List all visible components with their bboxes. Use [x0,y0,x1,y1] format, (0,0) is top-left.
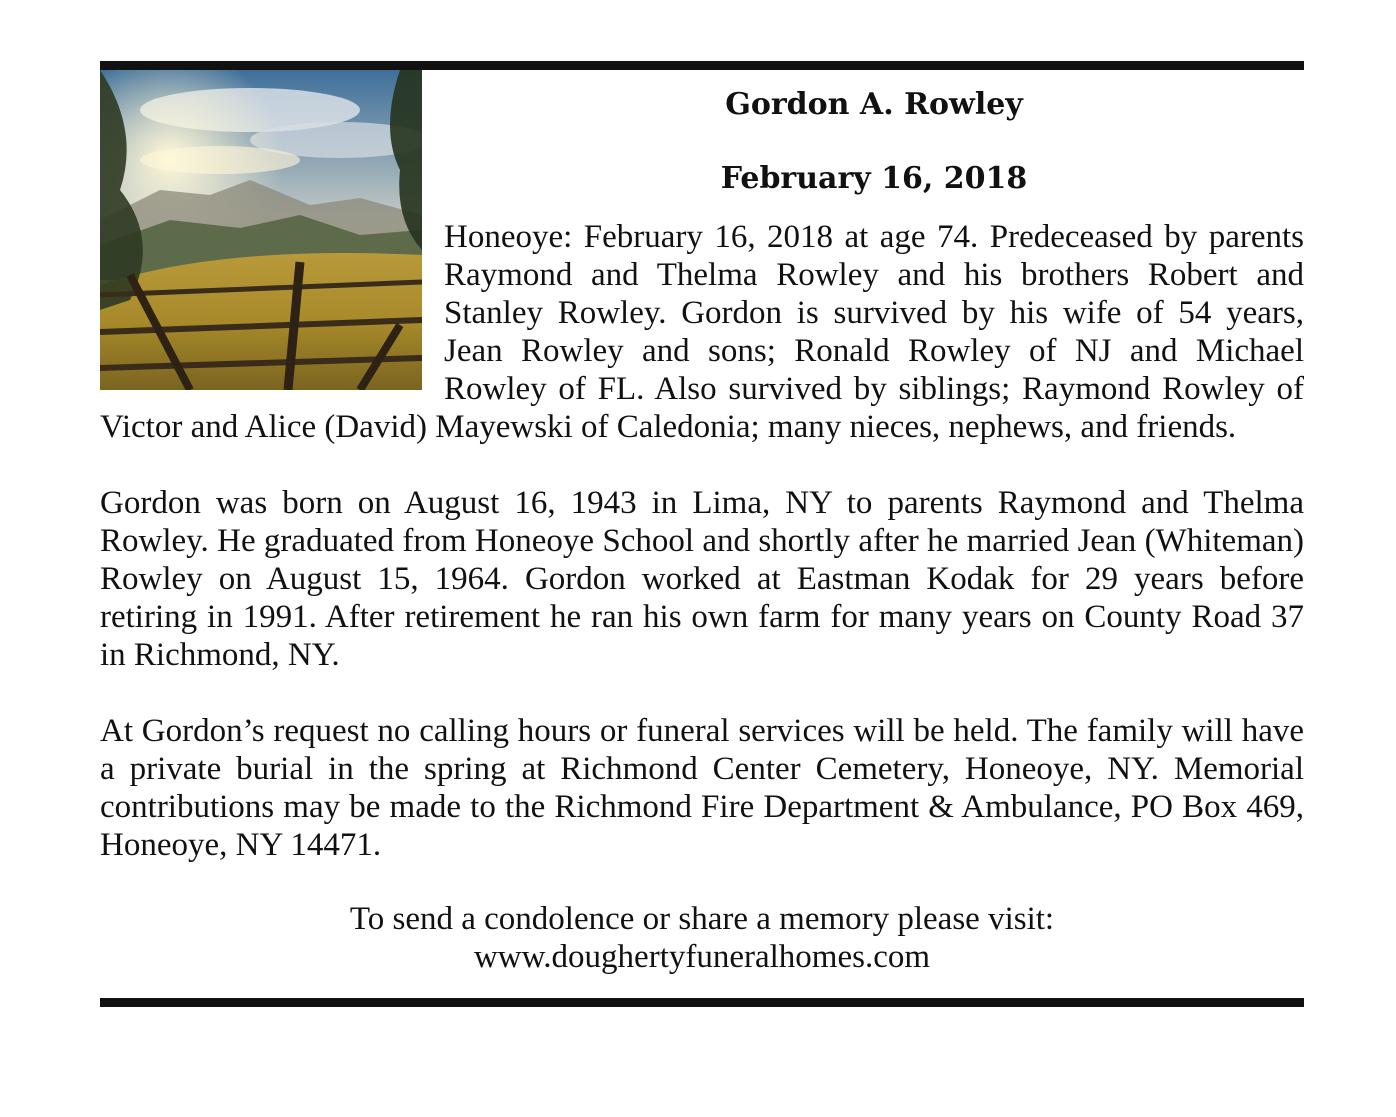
landscape-illustration [100,70,422,390]
obituary-paragraph-1: Honeoye: February 16, 2018 at age 74. Predeceased by parents Raymond and Thelma Rowley and his brothers Robert and Stanley Rowley. Gordon is survived by his wife of 54 years, Jean Rowley and sons; Ronald Rowley of NJ and Michael Rowley of FL. Also survived by siblings; Raymond Rowley of Victor and Alice (David) Mayewski of Caledonia; many nieces, nephews, and friends. [100,219,1304,445]
funeral-home-url[interactable]: www.doughertyfuneralhomes.com [473,939,931,975]
landscape-photo [100,70,422,390]
deceased-name: Gordon A. Rowley [725,87,1023,122]
condolence-text: To send a condolence or share a memory please visit: [349,901,1055,937]
bottom-rule [100,998,1304,1007]
obituary-date: February 16, 2018 [720,161,1028,196]
top-rule [100,61,1304,70]
condolence-footer [100,900,1304,976]
obituary-paragraph-2: Gordon was born on August 16, 1943 in Lima, NY to parents Raymond and Thelma Rowley. He graduated from Honeoye School and shortly after he married Jean (Whiteman) Rowley on August 15, 1964. Gordon worked at Eastman Kodak for 29 years before retiring in 1991. After retirement he ran his own farm for many years on County Road 37 in Richmond, NY. [100,485,1304,673]
obituary-notice [100,61,1304,1007]
obituary-paragraph-3: At Gordon’s request no calling hours or funeral services will be held. The family will have a private burial in the spring at Richmond Center Cemetery, Honeoye, NY. Memorial contributions may be made to the Richmond Fire Department & Ambulance, PO Box 469, Honeoye, NY 14471. [100,713,1304,863]
